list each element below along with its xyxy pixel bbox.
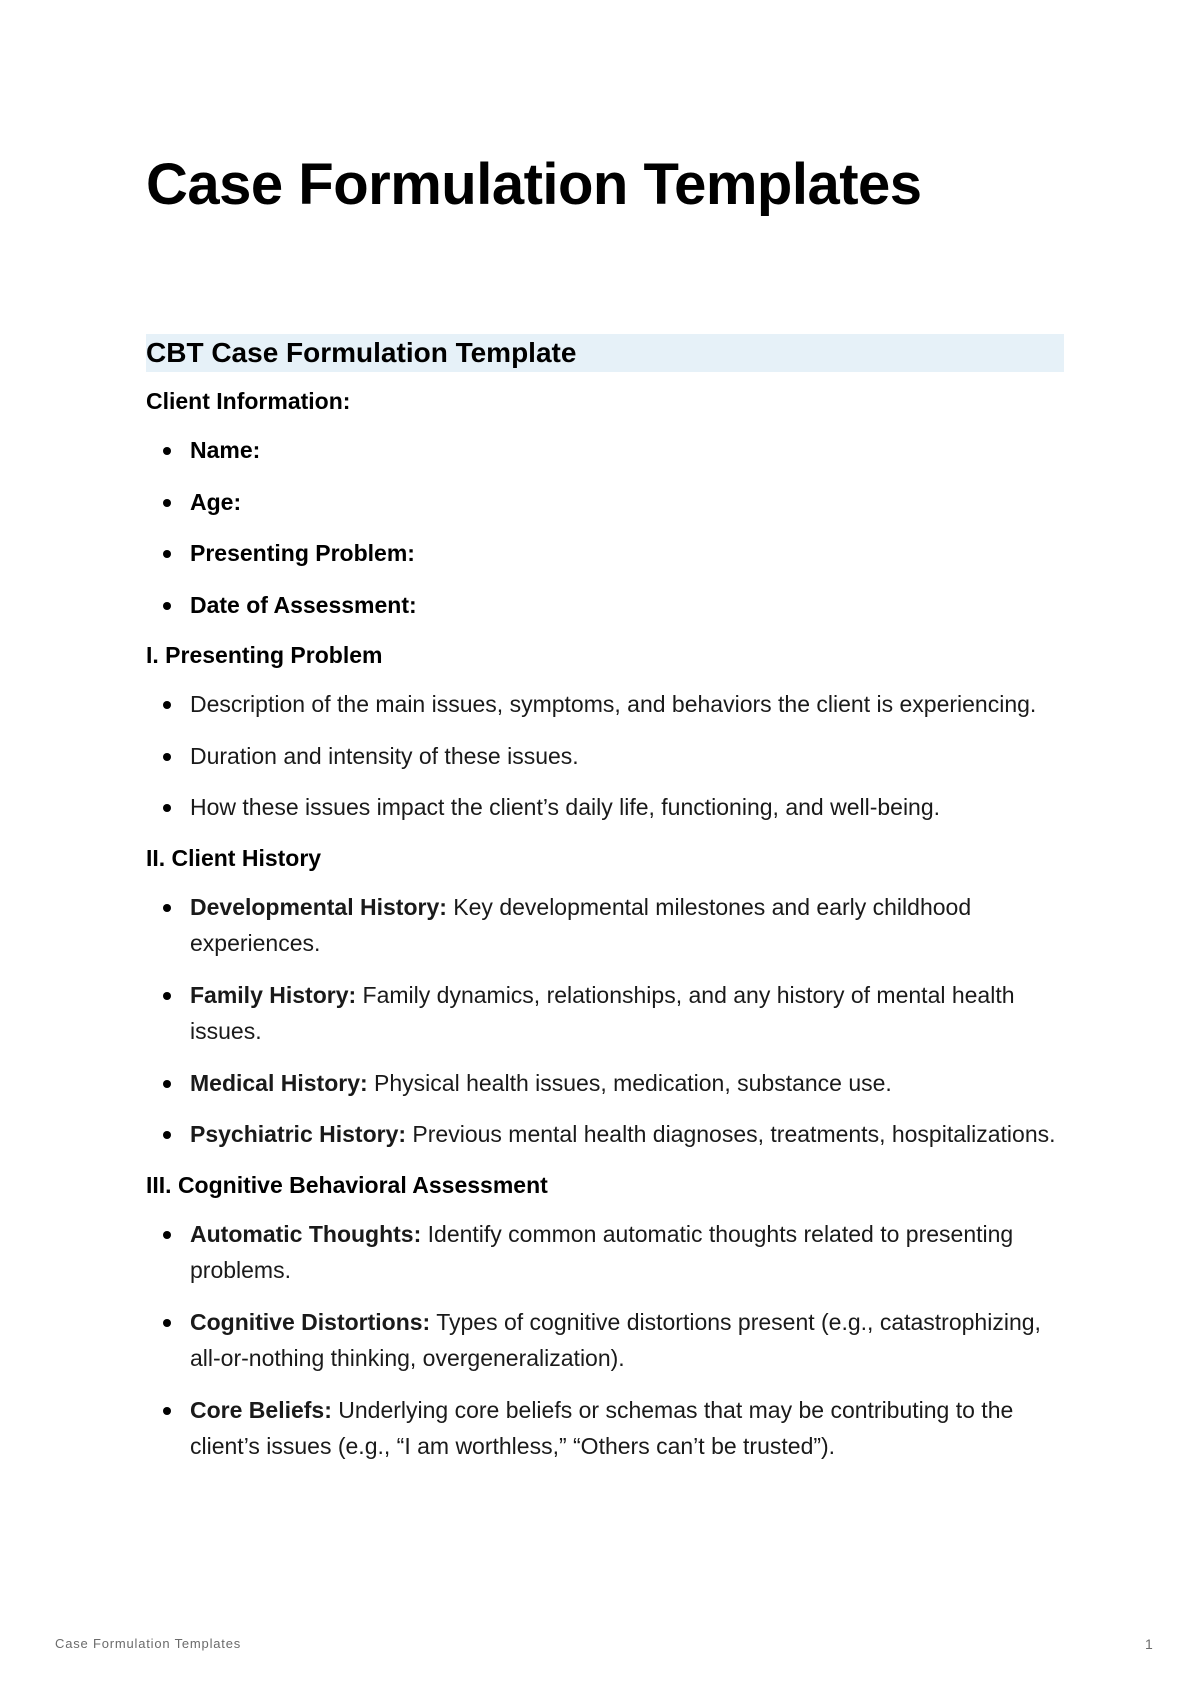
bullet-icon	[163, 1131, 171, 1139]
list-item	[146, 484, 1064, 521]
list-item	[146, 535, 1064, 572]
list-item	[146, 686, 1064, 723]
list-item	[146, 738, 1064, 775]
bullet-icon	[163, 992, 171, 1000]
item-text: Description of the main issues, symptoms, and behaviors the client is experiencing.	[190, 691, 1037, 717]
bullet-icon	[163, 904, 171, 912]
list-item	[146, 1065, 1064, 1102]
bullet-icon	[163, 753, 171, 761]
section-heading-presenting-problem: I. Presenting Problem	[146, 642, 383, 668]
document-title: Case Formulation Templates	[146, 152, 922, 217]
bullet-icon	[163, 804, 171, 812]
list-item	[146, 1116, 1064, 1153]
bullet-icon	[163, 447, 171, 455]
footer-document-title: Case Formulation Templates	[55, 1636, 242, 1651]
item-text: Duration and intensity of these issues.	[190, 742, 579, 769]
item-text: Family dynamics, relationships, and any history of mental health issues.	[190, 981, 1015, 1044]
list-item	[146, 977, 1064, 1050]
list-item	[146, 1304, 1064, 1377]
bullet-icon	[163, 499, 171, 507]
document-body	[146, 384, 1064, 1465]
bullet-icon	[163, 1407, 171, 1415]
field-age: Age:	[190, 488, 242, 515]
field-date-of-assessment: Date of Assessment:	[190, 591, 417, 618]
presenting-problem-list	[146, 686, 1064, 826]
list-item	[146, 789, 1064, 826]
field-presenting-problem: Presenting Problem:	[190, 540, 415, 566]
list-item	[146, 432, 1064, 469]
field-name: Name:	[190, 437, 261, 463]
list-item	[146, 889, 1064, 962]
client-information-list	[146, 432, 1064, 623]
bullet-icon	[163, 1319, 171, 1327]
section-title: CBT Case Formulation Template	[146, 334, 1064, 372]
cognitive-assessment-list	[146, 1216, 1064, 1465]
section-heading-cognitive-behavioral-assessment: III. Cognitive Behavioral Assessment	[146, 1171, 548, 1198]
item-term: Automatic Thoughts:	[190, 1220, 422, 1247]
item-term: Family History:	[190, 981, 357, 1008]
item-text: Types of cognitive distortions present (e.g., catastrophizing, all-or-nothing thinking, overgeneralization).	[190, 1308, 1041, 1371]
list-item	[146, 1216, 1064, 1289]
item-term: Medical History:	[190, 1069, 368, 1096]
list-item	[146, 587, 1064, 624]
footer-page-number: 1	[1145, 1636, 1153, 1652]
client-history-list	[146, 889, 1064, 1153]
item-text: Physical health issues, medication, substance use.	[367, 1069, 892, 1096]
list-item	[146, 1392, 1064, 1465]
section-heading-client-history: II. Client History	[146, 844, 322, 871]
item-text: Identify common automatic thoughts related to presenting problems.	[190, 1220, 1014, 1283]
client-information-label: Client Information:	[146, 388, 351, 414]
bullet-icon	[163, 1080, 171, 1088]
item-text: Underlying core beliefs or schemas that may be contributing to the client’s issues (e.g., “I am worthless,” “Others can’t be trusted”).	[190, 1396, 1014, 1459]
item-text: Previous mental health diagnoses, treatments, hospitalizations.	[406, 1121, 1056, 1147]
bullet-icon	[163, 550, 171, 558]
item-term: Core Beliefs:	[190, 1396, 332, 1423]
item-text: Key developmental milestones and early childhood experiences.	[190, 893, 972, 956]
bullet-icon	[163, 602, 171, 610]
item-term: Psychiatric History:	[190, 1121, 407, 1147]
item-term: Developmental History:	[190, 893, 447, 920]
item-text: How these issues impact the client’s daily life, functioning, and well-being.	[190, 794, 941, 820]
item-term: Cognitive Distortions:	[190, 1308, 431, 1335]
bullet-icon	[163, 701, 171, 709]
bullet-icon	[163, 1231, 171, 1239]
